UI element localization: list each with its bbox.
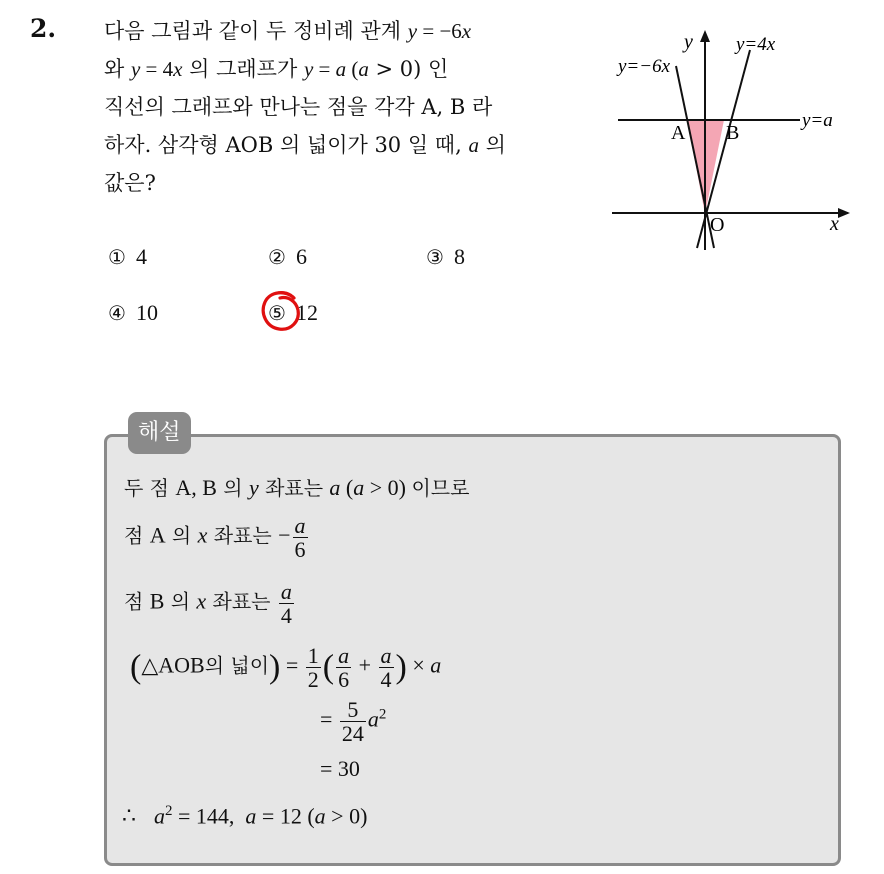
- math-var: y: [407, 19, 418, 43]
- math-var: a: [367, 706, 379, 732]
- math-run: = 144,: [172, 803, 246, 829]
- x-axis-label: x: [830, 213, 839, 235]
- fraction-numerator: a: [294, 513, 306, 538]
- solution-line-7: [122, 803, 367, 829]
- exponent: 2: [165, 803, 173, 819]
- solution-line-2: [124, 514, 310, 561]
- math-var: x: [196, 588, 207, 614]
- math-run: (: [340, 475, 354, 500]
- choice-value: 4: [135, 244, 147, 269]
- text-run: 이므로: [411, 476, 470, 500]
- math-run: > 0): [364, 475, 412, 500]
- text-run: 의: [164, 589, 197, 614]
- fraction: [293, 514, 308, 561]
- text-run: 좌표는: [207, 523, 279, 548]
- math-run: (: [346, 57, 359, 81]
- problem-number: 2.: [30, 14, 57, 43]
- math-var: a: [358, 57, 369, 81]
- math-var: a: [430, 652, 442, 678]
- problem-line-2: [104, 50, 590, 88]
- problem-line-1: [104, 12, 590, 50]
- text-run: 두 점: [124, 476, 176, 500]
- answer-circle-mark: [258, 288, 304, 334]
- solution-line-1: [124, 472, 469, 501]
- choice-value: 6: [295, 244, 307, 269]
- horizontal-line-label: y=a: [802, 110, 833, 131]
- point-b-label: B: [726, 122, 740, 144]
- solution-line-5: [320, 698, 386, 745]
- solution-tab: 해설: [128, 412, 191, 454]
- math-var: a: [335, 57, 347, 81]
- fraction: [336, 644, 351, 691]
- text-run: 와: [104, 57, 131, 81]
- text-run: 의 그래프가: [182, 57, 304, 81]
- text-run: 의: [165, 523, 198, 548]
- math-run: =: [320, 706, 338, 732]
- problem-line-4: [104, 126, 590, 164]
- choice-2[interactable]: [268, 244, 307, 270]
- choice-number: ①: [108, 245, 126, 269]
- choice-value: 12: [295, 300, 318, 325]
- solution-line-6: [320, 756, 360, 782]
- math-var: a: [353, 475, 365, 500]
- text-run: 좌표는: [258, 476, 330, 500]
- choice-number: ④: [108, 301, 126, 325]
- text-run: 다음 그림과 같이 두 정비례 관계: [104, 19, 408, 43]
- choice-value: 8: [453, 244, 465, 269]
- paren: ): [395, 648, 407, 686]
- text-run: 의 넓이: [204, 653, 270, 678]
- fraction-denominator: 2: [307, 667, 319, 693]
- math-var: y: [303, 57, 314, 81]
- math-run: = 12 (: [256, 803, 315, 829]
- problem-line-3: [104, 88, 590, 126]
- math-run: △AOB: [141, 652, 205, 678]
- math-var: y: [130, 57, 141, 81]
- text-run: 값은?: [104, 171, 156, 195]
- math-var: x: [197, 522, 208, 548]
- fraction-numerator: 5: [347, 697, 359, 722]
- therefore-symbol: ∴: [122, 803, 136, 829]
- fraction: [340, 698, 366, 745]
- line1-label: y=−6x: [618, 56, 671, 77]
- text-run: 좌표는: [206, 589, 277, 614]
- math-run: =: [280, 652, 304, 678]
- text-run: 점: [124, 523, 150, 548]
- choice-4[interactable]: [108, 300, 158, 326]
- fraction-denominator: 6: [338, 667, 350, 693]
- text-run: 점: [124, 589, 150, 614]
- exponent: 2: [378, 706, 387, 723]
- problem-statement: [104, 12, 590, 202]
- math-var: a: [314, 803, 326, 829]
- fraction-numerator: a: [280, 579, 292, 604]
- text-run: 하자. 삼각형 AOB 의 넓이가 30 일 때,: [104, 133, 469, 157]
- fraction: [379, 644, 394, 691]
- choice-number: ③: [426, 245, 444, 269]
- choice-1[interactable]: [108, 244, 147, 270]
- math-var: x: [173, 57, 183, 81]
- fraction: [306, 644, 321, 691]
- choice-number: ⑤: [268, 301, 286, 325]
- solution-line-4: [130, 644, 441, 691]
- fraction-numerator: a: [380, 643, 392, 668]
- math-run: +: [353, 652, 377, 678]
- math-run: −: [278, 522, 291, 548]
- math-run: = 30: [320, 756, 360, 781]
- math-var: a: [329, 475, 341, 500]
- math-var: a: [468, 133, 479, 157]
- fraction: [279, 580, 294, 627]
- math-var: a: [245, 803, 257, 829]
- math-run: A: [149, 522, 166, 548]
- fraction-denominator: 4: [380, 667, 392, 693]
- math-run: > 0): [325, 803, 368, 829]
- text-run: 직선의 그래프와 만나는 점을 각각 A, B 라: [104, 95, 493, 119]
- text-run: 의: [478, 133, 506, 157]
- problem-line-5: [104, 164, 590, 202]
- paren: (: [130, 648, 142, 686]
- math-var: a: [154, 803, 165, 829]
- x-axis-arrow: [838, 208, 850, 218]
- choice-value: 10: [135, 300, 158, 325]
- origin-label: O: [710, 214, 725, 236]
- math-var: x: [461, 19, 472, 43]
- fraction-numerator: a: [338, 643, 350, 668]
- fraction-numerator: 1: [307, 643, 319, 668]
- choice-number: ②: [268, 245, 286, 269]
- math-run: = −6: [417, 19, 462, 43]
- line2-label: y=4x: [736, 34, 776, 55]
- paren: (: [322, 648, 335, 686]
- choice-3[interactable]: [426, 244, 465, 270]
- point-a-label: A: [671, 122, 686, 144]
- math-run: ×: [406, 652, 431, 678]
- fraction-denominator: 24: [341, 721, 364, 747]
- text-run: > 0) 인: [368, 57, 449, 81]
- fraction-denominator: 6: [294, 537, 306, 563]
- math-run: A, B: [175, 475, 217, 500]
- coordinate-graph: [608, 26, 864, 254]
- math-var: y: [248, 475, 259, 500]
- paren: ): [269, 648, 281, 686]
- math-run: = 4: [140, 57, 174, 81]
- fraction-denominator: 4: [280, 603, 292, 629]
- solution-line-3: [124, 580, 296, 627]
- math-run: B: [149, 588, 165, 614]
- y-axis-label: y: [684, 31, 693, 53]
- text-run: 의: [216, 476, 249, 500]
- math-run: =: [313, 57, 336, 81]
- y-axis-arrow: [700, 30, 710, 42]
